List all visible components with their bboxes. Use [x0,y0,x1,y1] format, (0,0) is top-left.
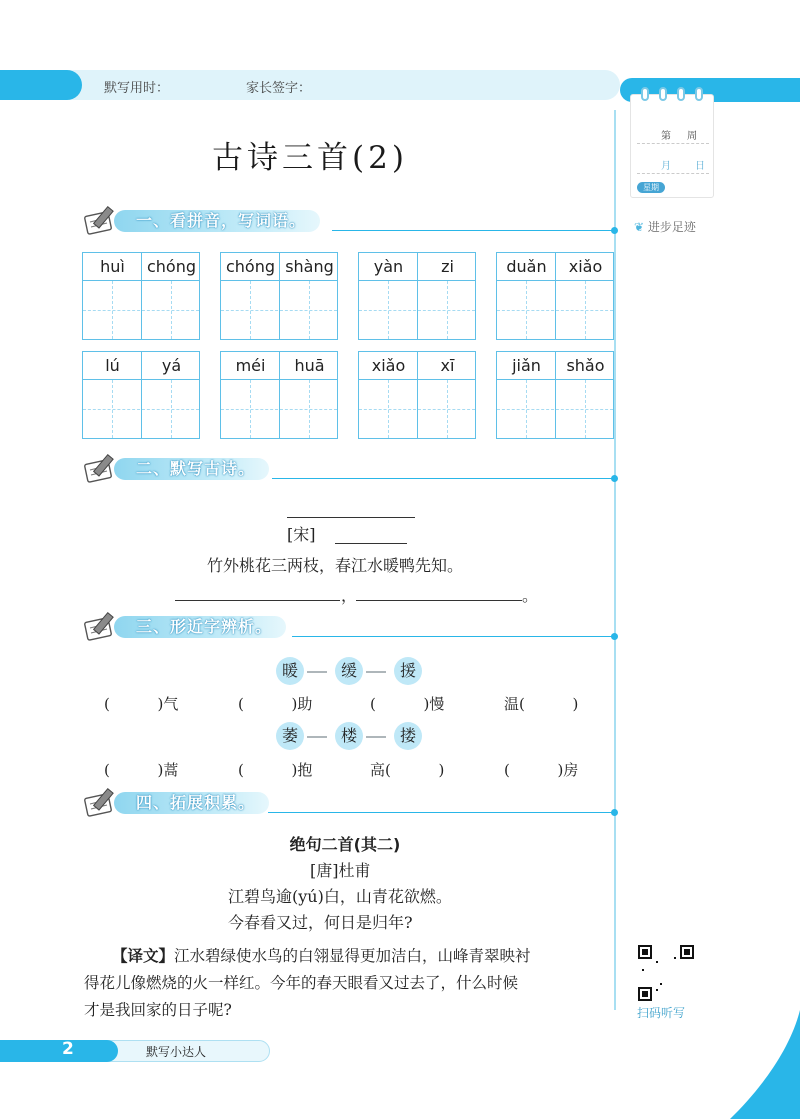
corner-decoration [730,1010,800,1119]
pinyin-syllable: huā [294,356,325,375]
pinyin-syllable: jiǎn [512,356,541,375]
char-connector [366,671,386,673]
ext-poem-line-2: 今春看又过，何日是归年? [228,913,413,932]
ring-icon [677,87,685,101]
pinyin-syllable: shàng [285,257,334,276]
section-rule [292,636,614,637]
calendar-card [630,94,714,198]
footer-pill [0,1040,118,1062]
grid-guide [221,409,337,410]
weekday-badge: 星期 [637,182,665,193]
grid-divider [141,352,142,438]
fill-blank[interactable]: ( )慢 [370,695,445,713]
section-title-3: 三、形近字辨析。 [114,616,286,638]
section-dot [611,475,618,482]
section-dot [611,809,618,816]
compare-char: 暖 [276,657,304,685]
poem-blank-1 [175,600,340,601]
poem-line-1: 竹外桃花三两枝，春江水暖鸭先知。 [207,556,464,575]
pinyin-syllable: lú [105,356,120,375]
pinyin-syllable: méi [235,356,266,375]
grid-guide [359,310,475,311]
grid-guide [83,409,199,410]
pinyin-word-box[interactable] [358,351,476,439]
pinyin-word-box[interactable] [220,351,338,439]
pinyin-word-box[interactable] [496,252,614,340]
page-number: 2 [62,1039,74,1059]
pinyin-word-box[interactable] [82,252,200,340]
week-suffix: 周 [687,131,697,142]
dictation-time-label: 默写用时： [104,81,170,96]
progress-track-label: 进步足迹 [647,220,696,234]
poem-comma: ， [341,586,358,605]
parent-signature-label: 家长签字： [246,81,312,96]
char-connector [366,736,386,738]
ring-icon [641,87,649,101]
poem-blank-2 [356,600,522,601]
compare-char: 搂 [394,722,422,750]
day-label: 日 [695,161,705,172]
fill-blank[interactable]: ( )蒿 [104,761,179,779]
pinyin-syllable: shǎo [566,356,605,375]
fill-blank[interactable]: ( )房 [504,761,579,779]
pinyin-syllable: xiǎo [371,356,406,375]
calendar-line [637,173,709,174]
translation-line-2: 得花儿像燃烧的火一样红。今年的春天眼看又过去了，什么时候 [84,974,519,992]
grid-guide [497,310,613,311]
translation-line-3: 才是我回家的日子呢? [84,1001,232,1019]
qr-code[interactable] [638,945,694,1001]
fill-blank[interactable]: 高( ) [370,761,445,779]
pinyin-syllable: chóng [146,257,197,276]
grid-divider [141,253,142,339]
poem-period: 。 [522,586,539,605]
fill-blank[interactable]: 温( ) [504,695,579,713]
section-rule [332,230,614,231]
book-label: 默写小达人 [146,1045,207,1059]
compare-char: 楼 [335,722,363,750]
pinyin-word-box[interactable] [358,252,476,340]
pinyin-syllable: huì [100,257,125,276]
grid-divider [417,253,418,339]
fill-blank[interactable]: ( )气 [104,695,179,713]
section-title-1: 一、看拼音，写词语。 [114,210,320,232]
ext-poem-line-1: 江碧鸟逾(yú)白，山青花欲燃。 [228,887,452,906]
qr-label: 扫码听写 [637,1006,686,1020]
pinyin-syllable: chóng [225,257,276,276]
pinyin-word-box[interactable] [496,351,614,439]
pinyin-syllable: yàn [373,257,404,276]
pinyin-syllable: zi [441,257,454,276]
translation-line-1 [112,944,531,966]
pinyin-syllable: xī [440,356,455,375]
pinyin-word-box[interactable] [220,252,338,340]
footprint-icon: ❦ [634,220,645,234]
progress-track [634,218,696,235]
compare-char: 援 [394,657,422,685]
week-prefix: 第 [661,131,671,142]
section-dot [611,227,618,234]
fill-blank[interactable]: ( )抱 [238,761,313,779]
ring-icon [695,87,703,101]
grid-divider [279,253,280,339]
translation-tag: 【译文】 [112,947,175,965]
ext-poem-title: 绝句二首(其二) [289,835,401,854]
section-title-2: 二、默写古诗。 [114,458,269,480]
section-title-4: 四、拓展积累。 [114,792,269,814]
pinyin-syllable: xiǎo [568,257,603,276]
header-pill [0,70,82,100]
grid-divider [417,352,418,438]
fill-blank[interactable]: ( )助 [238,695,313,713]
pinyin-syllable: yá [161,356,182,375]
poem-author-blank [335,543,407,544]
poem-title-blank [287,517,415,518]
section-rule [268,812,614,813]
compare-char: 缓 [335,657,363,685]
grid-guide [497,409,613,410]
calendar-line [637,143,709,144]
char-connector [307,736,327,738]
grid-divider [555,352,556,438]
grid-divider [555,253,556,339]
section-rule [272,478,614,479]
grid-divider [279,352,280,438]
pinyin-syllable: duǎn [506,257,547,276]
poem-dynasty: [宋] [287,525,316,544]
pinyin-word-box[interactable] [82,351,200,439]
grid-guide [83,310,199,311]
char-connector [307,671,327,673]
translation-text-1: 江水碧绿使水鸟的白翎显得更加洁白，山峰青翠映衬 [174,947,531,965]
month-label: 月 [661,161,671,172]
grid-guide [359,409,475,410]
grid-guide [221,310,337,311]
compare-char: 萎 [276,722,304,750]
ext-poem-author: [唐]杜甫 [310,861,371,880]
section-dot [611,633,618,640]
margin-line [614,110,616,1010]
page-title: 古诗三首(2) [212,140,408,176]
ring-icon [659,87,667,101]
